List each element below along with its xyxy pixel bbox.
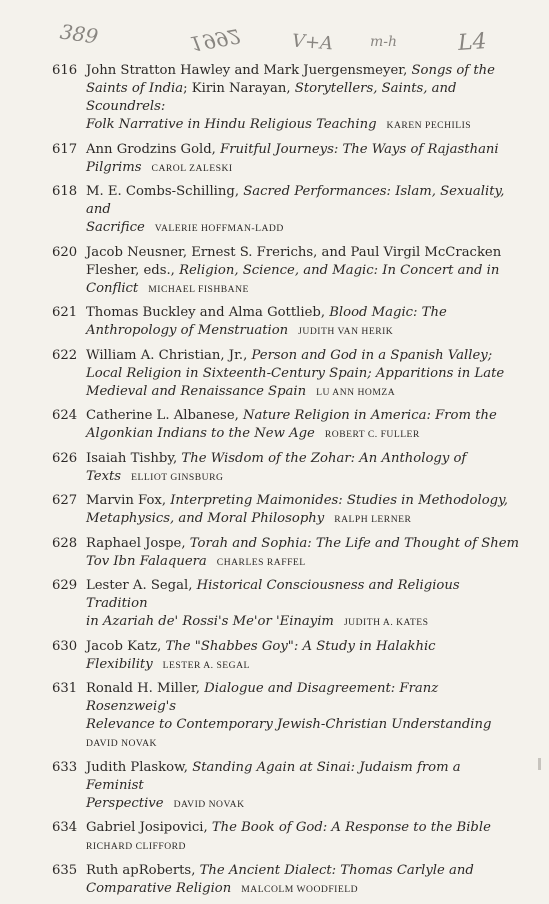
entry-page-number: 634 [52, 820, 78, 835]
reviewer-name: DAVID NOVAK [173, 798, 245, 810]
review-entry [52, 638, 522, 675]
review-entry [52, 492, 522, 529]
entry-page-number: 627 [52, 493, 78, 508]
reviewer-name: LU ANN HOMZA [316, 386, 396, 398]
entry-line [86, 638, 522, 656]
reviewer-name: VALERIE HOFFMAN-LADD [154, 223, 284, 234]
reviewer-name: KAREN PECHILIS [386, 120, 472, 131]
entry-line [86, 80, 522, 116]
paper-speck [538, 758, 541, 770]
entry-line [86, 322, 522, 341]
entry-line [86, 759, 522, 795]
entry-page-number: 626 [52, 450, 78, 466]
entry-text [86, 62, 522, 135]
book-title: Tov Ibn Falaquera [86, 553, 207, 569]
author-text: Thomas Buckley and Alma Gottlieb, [86, 305, 330, 320]
author-text: Ann Grodzins Gold, [86, 141, 221, 157]
entry-line [86, 280, 522, 299]
review-entry [52, 680, 522, 753]
review-entry [52, 759, 522, 814]
review-entry [52, 407, 522, 444]
reviewer-name: CAROL ZALESKI [151, 162, 233, 174]
reviewer-name: JUDITH VAN HERIK [298, 326, 394, 337]
review-entry [52, 347, 522, 402]
reviewer-name: RICHARD CLIFFORD [86, 841, 186, 852]
reviewer-name: LESTER A. SEGAL [162, 659, 250, 671]
entry-line [86, 510, 522, 529]
entry-text [86, 577, 522, 632]
entry-text [86, 347, 522, 402]
entry-line [86, 383, 522, 402]
author-text: ; Kirin Narayan, [183, 81, 295, 96]
entry-text [86, 680, 522, 753]
entry-line [86, 468, 522, 487]
entry-line [86, 141, 522, 159]
book-title: Texts [86, 468, 122, 484]
book-title: Historical Consciousness and Religious Tradition [86, 578, 460, 611]
entry-line [86, 880, 522, 899]
handwritten-note: m-h [370, 34, 398, 50]
entry-page-number: 630 [52, 638, 78, 654]
book-title: Interpreting Maimonides: Studies in Methodology, [170, 493, 508, 508]
book-title: Comparative Religion [86, 880, 232, 896]
book-title: Fruitful Journeys: The Ways of Rajasthani [220, 141, 499, 157]
entry-line [86, 553, 522, 572]
entry-line [86, 219, 522, 238]
entry-line [86, 425, 522, 444]
entry-page-number: 624 [52, 408, 78, 423]
book-title: Saints of India [86, 81, 184, 96]
entry-line [86, 183, 522, 219]
entry-line [86, 492, 522, 510]
book-title: Metaphysics, and Moral Philosophy [86, 511, 325, 526]
entry-page-number: 629 [52, 578, 78, 593]
entry-text [86, 304, 522, 341]
author-text: Flesher, eds., [86, 262, 180, 278]
entry-line [86, 62, 522, 80]
book-title: Storytellers, Saints, and Scoundrels: [86, 81, 457, 114]
reviewer-name: MALCOLM WOODFIELD [241, 883, 359, 895]
book-title: Dialogue and Disagreement: Franz Rosenzweig's [86, 681, 439, 714]
author-text: Ronald H. Miller, [86, 681, 205, 696]
entry-line [86, 819, 522, 837]
entry-text [86, 638, 522, 675]
entry-text [86, 759, 522, 814]
reviewer-name: JUDITH A. KATES [343, 617, 429, 628]
review-entry [52, 535, 522, 572]
review-entry [52, 819, 522, 856]
author-text: Isaiah Tishby, [86, 450, 182, 466]
review-entry [52, 62, 522, 135]
book-title: Torah and Sophia: The Life and Thought of Shem [189, 535, 520, 551]
entry-page-number: 631 [52, 681, 78, 696]
entry-line [86, 159, 522, 178]
review-entry [52, 141, 522, 178]
book-title: The Wisdom of the Zohar: An Anthology of [181, 450, 467, 466]
reviewer-name: MICHAEL FISHBANE [148, 283, 249, 295]
review-entry [52, 577, 522, 632]
entry-text [86, 535, 522, 572]
entry-line [86, 262, 522, 280]
entry-page-number: 617 [52, 141, 78, 157]
review-entry [52, 244, 522, 299]
handwritten-note: L4 [457, 29, 488, 56]
author-text: Ruth apRoberts, [86, 862, 200, 878]
author-text: Jacob Katz, [86, 638, 166, 654]
book-title: Local Religion in Sixteenth-Century Spain; Apparitions in Late [86, 365, 505, 381]
entry-line [86, 407, 522, 425]
book-title: Medieval and Renaissance Spain [86, 383, 307, 399]
author-text: Raphael Jospe, [86, 535, 190, 551]
handwritten-note: 1992 [188, 23, 243, 57]
book-title: Sacred Performances: Islam, Sexuality, and [86, 184, 505, 217]
author-text: Catherine L. Albanese, [86, 408, 244, 423]
review-entry [52, 450, 522, 487]
book-title: Pilgrims [86, 159, 142, 175]
author-text: Gabriel Josipovici, [86, 820, 212, 835]
entry-line [86, 116, 522, 135]
entry-line [86, 734, 522, 753]
book-title: Religion, Science, and Magic: In Concert and in [179, 262, 500, 278]
entry-line [86, 347, 522, 365]
book-title: Sacrifice [86, 220, 145, 235]
book-title: The Book of God: A Response to the Bible [211, 820, 491, 835]
book-title: Songs of the [411, 63, 495, 78]
entry-line [86, 680, 522, 716]
review-entry [52, 862, 522, 899]
reviewer-name: CHARLES RAFFEL [216, 556, 306, 568]
book-title: Folk Narrative in Hindu Religious Teaching [86, 117, 377, 132]
entry-line [86, 577, 522, 613]
handwritten-note: 389 [58, 19, 100, 49]
entry-line [86, 304, 522, 322]
reviewer-name: DAVID NOVAK [86, 738, 157, 749]
reviewer-name: ELLIOT GINSBURG [131, 471, 224, 483]
book-title: The Ancient Dialect: Thomas Carlyle and [199, 862, 474, 878]
book-title: Person and God in a Spanish Valley; [251, 347, 493, 363]
reviewer-name: RALPH LERNER [334, 514, 412, 525]
entry-text [86, 450, 522, 487]
entry-page-number: 628 [52, 535, 78, 551]
author-text: Lester A. Segal, [86, 578, 197, 593]
entry-line [86, 795, 522, 814]
book-title: Blood Magic: The [329, 305, 447, 320]
entry-text [86, 183, 522, 238]
entry-text [86, 141, 522, 178]
book-title: Anthropology of Menstruation [86, 323, 289, 338]
author-text: Marvin Fox, [86, 493, 171, 508]
entry-line [86, 450, 522, 468]
entry-page-number: 620 [52, 244, 78, 260]
author-text: Judith Plaskow, [86, 759, 193, 775]
entry-page-number: 635 [52, 862, 78, 878]
book-title: Relevance to Contemporary Jewish-Christian Understanding [86, 717, 492, 732]
entry-page-number: 622 [52, 347, 78, 363]
author-text: John Stratton Hawley and Mark Juergensmeyer, [86, 63, 412, 78]
author-text: M. E. Combs-Schilling, [86, 184, 244, 199]
review-entry [52, 183, 522, 238]
book-title: Nature Religion in America: From the [243, 408, 497, 423]
author-text: William A. Christian, Jr., [86, 347, 252, 363]
entry-line [86, 837, 522, 856]
entry-line [86, 862, 522, 880]
entry-page-number: 621 [52, 305, 78, 320]
author-text: Jacob Neusner, Ernest S. Frerichs, and Paul Virgil McCracken [86, 244, 502, 260]
entry-text [86, 819, 522, 856]
entry-text [86, 407, 522, 444]
entry-page-number: 633 [52, 759, 78, 775]
book-title: Standing Again at Sinai: Judaism from a Feminist [86, 759, 461, 793]
book-title: Perspective [86, 795, 164, 811]
review-index-list [52, 62, 522, 904]
entry-line [86, 656, 522, 675]
entry-page-number: 616 [52, 63, 78, 78]
entry-text [86, 862, 522, 899]
handwritten-note: V+A [291, 30, 334, 55]
book-title: Algonkian Indians to the New Age [86, 426, 315, 441]
entry-line [86, 716, 522, 734]
entry-line [86, 244, 522, 262]
book-title: The "Shabbes Goy": A Study in Halakhic [165, 638, 436, 654]
entry-line [86, 613, 522, 632]
book-title: Flexibility [86, 656, 153, 672]
reviewer-name: ROBERT C. FULLER [324, 429, 420, 440]
book-title: in Azariah de' Rossi's Me'or 'Einayim [86, 614, 334, 629]
entry-text [86, 244, 522, 299]
entry-text [86, 492, 522, 529]
review-entry [52, 304, 522, 341]
entry-page-number: 618 [52, 184, 78, 199]
book-title: Conflict [86, 280, 139, 296]
entry-line [86, 535, 522, 553]
entry-line [86, 365, 522, 383]
